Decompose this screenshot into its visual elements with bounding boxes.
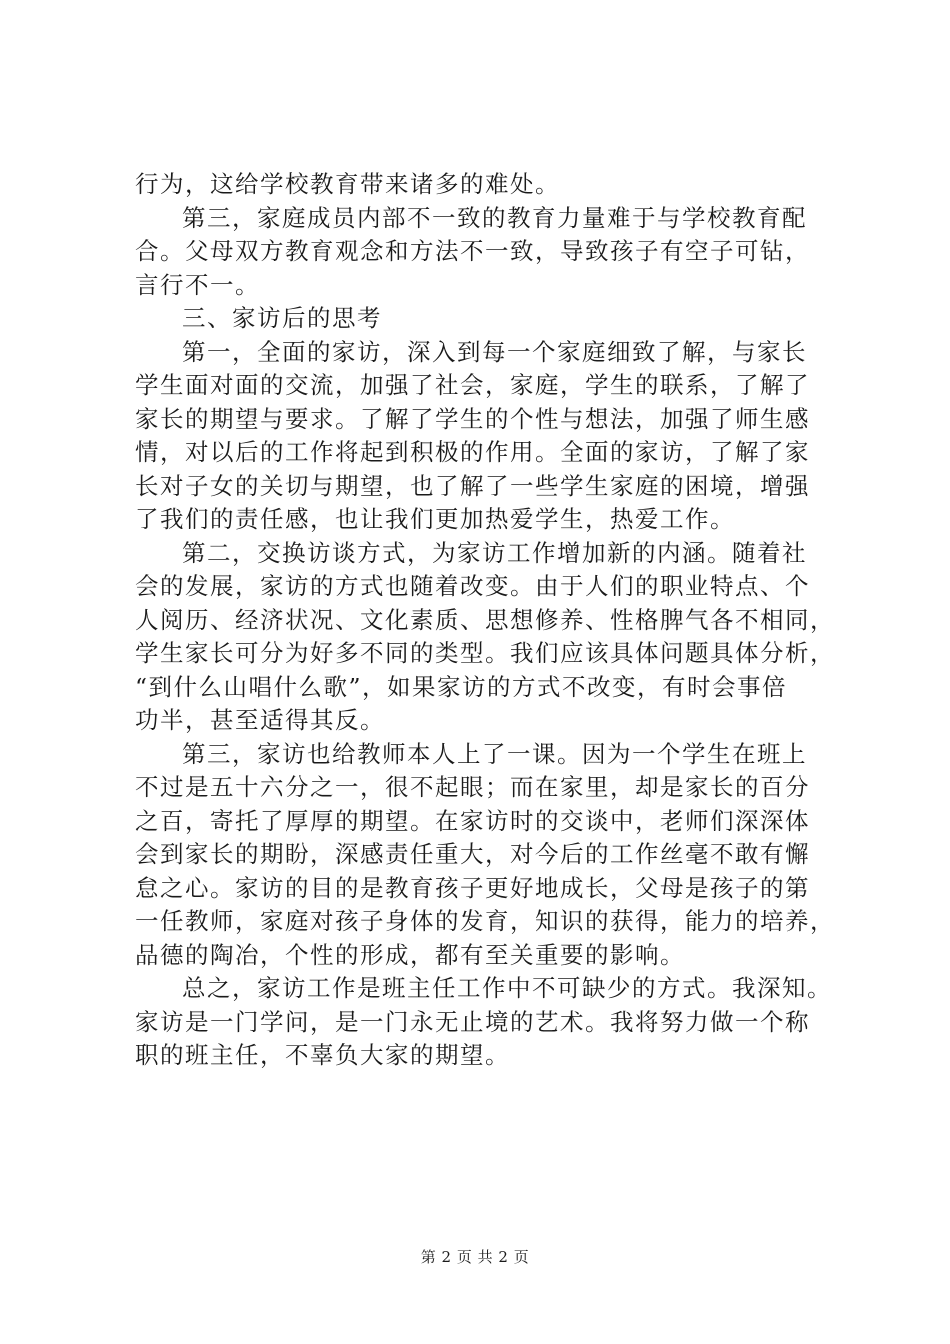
- text-line: 之百，寄托了厚厚的期望。在家访时的交谈中，老师们深深体: [135, 806, 810, 835]
- text-line: 家长的期望与要求。了解了学生的个性与想法，加强了师生感: [135, 404, 810, 433]
- text-line: 职的班主任，不辜负大家的期望。: [135, 1041, 510, 1069]
- text-line: 合。父母双方教育观念和方法不一致，导致孩子有空子可钻，: [135, 237, 810, 265]
- text-line: 品德的陶冶，个性的形成，都有至关重要的影响。: [135, 940, 685, 969]
- text-line: 行为，这给学校教育带来诸多的难处。: [135, 170, 560, 198]
- text-line: 功半，甚至适得其反。: [135, 706, 385, 734]
- page-footer: 第 2 页 共 2 页: [420, 1248, 530, 1266]
- text-line: 一任教师，家庭对孩子身体的发育，知识的获得，能力的培养，: [135, 907, 835, 935]
- text-line: 学生家长可分为好多不同的类型。我们应该具体问题具体分析，: [135, 639, 835, 667]
- text-line: 会到家长的期盼，深感责任重大，对今后的工作丝毫不敢有懈: [135, 840, 810, 868]
- text-line: 了我们的责任感，也让我们更加热爱学生，热爱工作。: [135, 505, 735, 533]
- text-line: 第三，家庭成员内部不一致的教育力量难于与学校教育配: [182, 203, 807, 232]
- text-line: 情，对以后的工作将起到积极的作用。全面的家访，了解了家: [135, 438, 810, 466]
- text-line: 第二，交换访谈方式，为家访工作增加新的内涵。随着社: [182, 538, 807, 567]
- text-line: 会的发展，家访的方式也随着改变。由于人们的职业特点、个: [135, 572, 810, 600]
- document-body: [135, 168, 835, 1073]
- text-line: 人阅历、经济状况、文化素质、思想修养、性格脾气各不相同，: [135, 605, 835, 634]
- text-line: 三、家访后的思考: [182, 304, 382, 332]
- text-line: “到什么山唱什么歌”，如果家访的方式不改变，有时会事倍: [135, 672, 788, 701]
- text-line: 学生面对面的交流，加强了社会，家庭，学生的联系，了解了: [135, 371, 810, 399]
- text-line: 家访是一门学问，是一门永无止境的艺术。我将努力做一个称: [135, 1007, 810, 1036]
- text-line: 长对子女的关切与期望，也了解了一些学生家庭的困境，增强: [135, 471, 810, 500]
- text-line: 第三，家访也给教师本人上了一课。因为一个学生在班上: [182, 739, 807, 768]
- text-line: 不过是五十六分之一，很不起眼；而在家里，却是家长的百分: [135, 773, 810, 801]
- text-line: 第一，全面的家访，深入到每一个家庭细致了解，与家长: [182, 337, 807, 366]
- text-line: 总之，家访工作是班主任工作中不可缺少的方式。我深知。: [182, 974, 832, 1002]
- text-line: 言行不一。: [135, 270, 260, 299]
- text-line: 怠之心。家访的目的是教育孩子更好地成长，父母是孩子的第: [135, 873, 810, 902]
